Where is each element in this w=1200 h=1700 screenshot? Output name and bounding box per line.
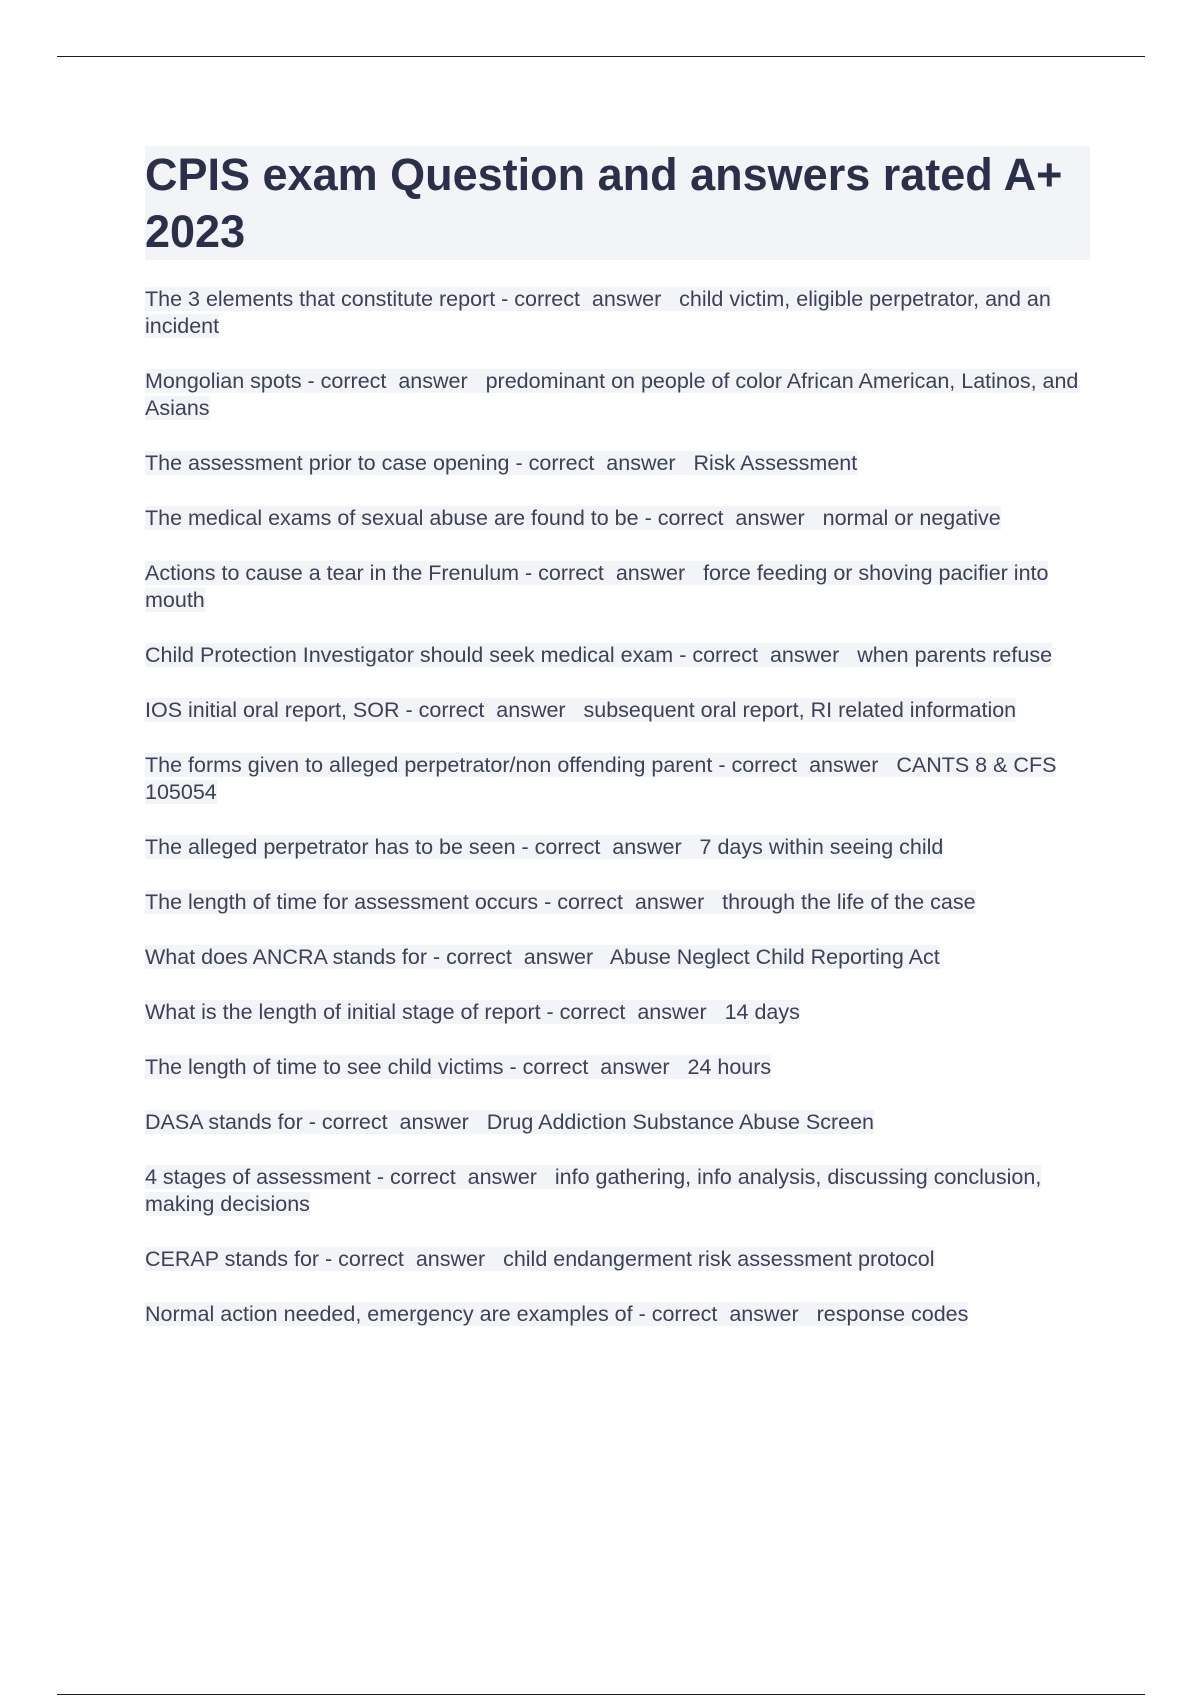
answer-separator: - correct answer: [638, 506, 823, 530]
qa-item-text: [145, 561, 1048, 612]
answer-separator: - correct answer: [712, 753, 897, 777]
answer-text: 14 days: [724, 1000, 800, 1024]
qa-item-text: [145, 1055, 771, 1079]
question-text: The length of time to see child victims: [145, 1055, 504, 1079]
qa-item: [145, 1164, 1090, 1218]
question-text: CERAP stands for: [145, 1247, 320, 1271]
answer-text: child victim, eligible perpetrator, and an incident: [145, 287, 1051, 338]
qa-item: [145, 1109, 1090, 1136]
qa-item-text: [145, 1302, 968, 1326]
answer-separator: - correct answer: [399, 698, 584, 722]
answer-text: 7 days within seeing child: [699, 835, 944, 859]
qa-item: [145, 1301, 1090, 1328]
qa-item-text: [145, 835, 943, 859]
qa-item-text: [145, 1000, 800, 1024]
qa-item: [145, 286, 1090, 340]
qa-item-text: [145, 945, 940, 969]
question-text: The forms given to alleged perpetrator/non offending parent: [145, 753, 713, 777]
answer-text: response codes: [816, 1302, 969, 1326]
answer-separator: - correct answer: [538, 890, 723, 914]
qa-item-text: [145, 369, 1078, 420]
document-body: [145, 146, 1090, 1356]
qa-item-text: [145, 1247, 935, 1271]
question-text: IOS initial oral report, SOR: [145, 698, 400, 722]
qa-item: [145, 368, 1090, 422]
answer-separator: - correct answer: [370, 1165, 555, 1189]
answer-text: Drug Addiction Substance Abuse Screen: [486, 1110, 875, 1134]
answer-text: Abuse Neglect Child Reporting Act: [609, 945, 940, 969]
answer-separator: - correct answer: [509, 451, 694, 475]
answer-separator: - correct answer: [301, 369, 486, 393]
answer-text: CANTS 8 & CFS 105054: [145, 753, 1057, 804]
footer-rule: [57, 1694, 1145, 1695]
question-text: The medical exams of sexual abuse are found to be: [145, 506, 639, 530]
question-text: Mongolian spots: [145, 369, 302, 393]
qa-item-text: [145, 753, 1056, 804]
qa-item: [145, 1246, 1090, 1273]
qa-item-text: [145, 1165, 1041, 1216]
qa-item-text: [145, 506, 1001, 530]
qa-item: [145, 889, 1090, 916]
qa-item: [145, 834, 1090, 861]
qa-item: [145, 999, 1090, 1026]
answer-text: child endangerment risk assessment protocol: [503, 1247, 935, 1271]
question-text: 4 stages of assessment: [145, 1165, 371, 1189]
question-text: The length of time for assessment occurs: [145, 890, 539, 914]
answer-text: through the life of the case: [722, 890, 976, 914]
question-text: Normal action needed, emergency are examples of: [145, 1302, 633, 1326]
qa-item: [145, 944, 1090, 971]
qa-item-text: [145, 451, 857, 475]
answer-separator: - correct answer: [515, 835, 700, 859]
question-text: The 3 elements that constitute report: [145, 287, 496, 311]
qa-item-text: [145, 890, 976, 914]
answer-separator: - correct answer: [632, 1302, 817, 1326]
answer-separator: - correct answer: [319, 1247, 504, 1271]
answer-text: Risk Assessment: [693, 451, 858, 475]
answer-separator: - correct answer: [673, 643, 858, 667]
answer-text: info gathering, info analysis, discussing conclusion, making decisions: [145, 1165, 1042, 1216]
qa-item: [145, 697, 1090, 724]
qa-item: [145, 1054, 1090, 1081]
qa-item-text: [145, 698, 1016, 722]
answer-text: when parents refuse: [857, 643, 1053, 667]
answer-separator: - correct answer: [427, 945, 610, 969]
question-text: What is the length of initial stage of report: [145, 1000, 541, 1024]
qa-item: [145, 450, 1090, 477]
answer-text: subsequent oral report, RI related information: [583, 698, 1017, 722]
qa-item: [145, 642, 1090, 669]
question-text: DASA stands for: [145, 1110, 303, 1134]
question-text: The alleged perpetrator has to be seen: [145, 835, 516, 859]
answer-separator: - correct answer: [503, 1055, 688, 1079]
header-rule: [57, 56, 1145, 57]
qa-item: [145, 752, 1090, 806]
qa-item: [145, 560, 1090, 614]
question-text: Child Protection Investigator should seek medical exam: [145, 643, 674, 667]
question-text: What does ANCRA stands for: [145, 945, 428, 969]
answer-separator: - correct answer: [495, 287, 680, 311]
answer-text: predominant on people of color African American, Latinos, and Asians: [145, 369, 1079, 420]
answer-text: force feeding or shoving pacifier into mouth: [145, 561, 1049, 612]
answer-text: 24 hours: [687, 1055, 772, 1079]
qa-item-text: [145, 287, 1051, 338]
answer-separator: - correct answer: [519, 561, 704, 585]
answer-separator: - correct answer: [302, 1110, 487, 1134]
question-text: Actions to cause a tear in the Frenulum: [145, 561, 520, 585]
answer-separator: - correct answer: [540, 1000, 725, 1024]
answer-text: normal or negative: [822, 506, 1001, 530]
qa-list: [145, 286, 1090, 1328]
qa-item-text: [145, 643, 1052, 667]
qa-item-text: [145, 1110, 874, 1134]
question-text: The assessment prior to case opening: [145, 451, 510, 475]
qa-item: [145, 505, 1090, 532]
document-title: CPIS exam Question and answers rated A+ 2023: [145, 146, 1090, 260]
